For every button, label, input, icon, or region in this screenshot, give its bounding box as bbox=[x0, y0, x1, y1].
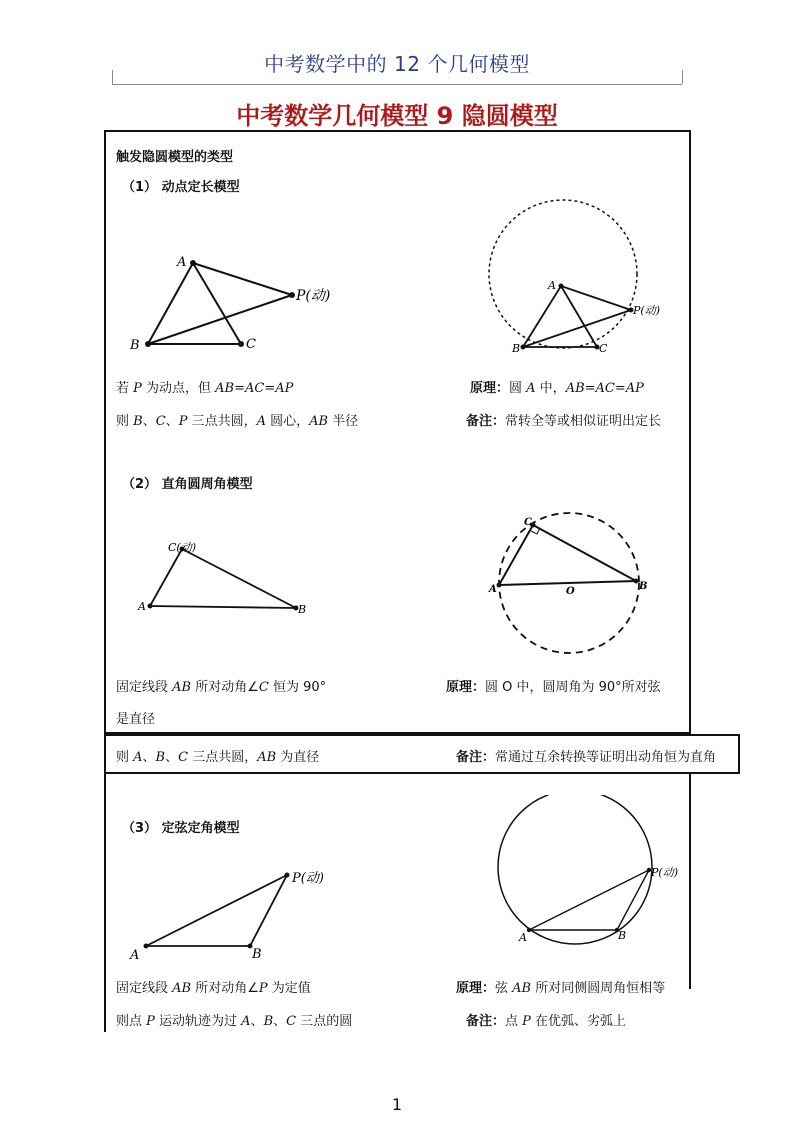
section3-left-figure bbox=[122, 860, 342, 965]
label-P: P(动) bbox=[296, 288, 331, 304]
section1-note: 备注：常转全等或相似证明出定长 bbox=[466, 414, 662, 429]
label-B: B bbox=[618, 929, 627, 942]
page-number: 1 bbox=[391, 1095, 403, 1114]
section1-heading: （1） 动点定长模型 bbox=[122, 180, 240, 195]
page-title: 中考数学几何模型 9 隐圆模型 bbox=[236, 102, 558, 130]
section2-left-figure bbox=[130, 535, 320, 625]
header-tick-left bbox=[112, 70, 113, 84]
section3-note: 备注：点 P 在优弧、劣弧上 bbox=[466, 1014, 627, 1029]
section2-principle-continued: 是直径 bbox=[116, 712, 156, 727]
label-P: P(动) bbox=[292, 871, 324, 886]
label-P: P(动) bbox=[651, 866, 678, 879]
intro-text: 触发隐圆模型的类型 bbox=[116, 150, 234, 165]
frame-left-line bbox=[104, 774, 106, 1032]
label-B: B bbox=[298, 603, 307, 616]
section2-condition: 固定线段 AB 所对动角∠C 恒为 90° bbox=[116, 680, 327, 695]
label-A: A bbox=[138, 600, 146, 613]
section3-right-figure bbox=[495, 795, 695, 955]
section1-condition: 若 P 为动点，但 AB=AC=AP bbox=[116, 381, 294, 396]
section1-principle: 原理：圆 A 中，AB=AC=AP bbox=[470, 381, 644, 396]
section1-left-figure bbox=[120, 250, 350, 360]
header-tick-right bbox=[682, 70, 683, 84]
document-header: 中考数学中的 12 个几何模型 bbox=[264, 52, 530, 76]
section1-right-figure bbox=[485, 192, 675, 367]
label-A: A bbox=[489, 584, 497, 595]
section2-note: 备注：常通过互余转换等证明出动角恒为直角 bbox=[456, 750, 717, 765]
section3-conclusion: 则点 P 运动轨迹为过 A、B、C 三点的圆 bbox=[116, 1014, 353, 1029]
section2-principle: 原理：圆 O 中，圆周角为 90°所对弦 bbox=[446, 680, 661, 695]
section3-principle: 原理：弦 AB 所对同侧圆周角恒相等 bbox=[456, 981, 666, 996]
label-O: O bbox=[566, 586, 575, 597]
label-A: A bbox=[548, 279, 556, 292]
label-C: C(动) bbox=[168, 541, 196, 554]
header-rule bbox=[112, 84, 682, 85]
section2-right-figure bbox=[480, 505, 660, 665]
section2-heading: （2） 直角圆周角模型 bbox=[122, 477, 253, 492]
section3-heading: （3） 定弦定角模型 bbox=[122, 821, 240, 836]
label-A: A bbox=[130, 948, 140, 963]
label-B: B bbox=[512, 342, 521, 355]
label-A: A bbox=[519, 931, 527, 944]
label-B: B bbox=[252, 947, 262, 962]
label-B: B bbox=[130, 338, 140, 353]
label-A: A bbox=[177, 255, 187, 270]
label-P: P(动) bbox=[633, 304, 660, 317]
section2-conclusion: 则 A、B、C 三点共圆，AB 为直径 bbox=[116, 750, 320, 765]
section3-condition: 固定线段 AB 所对动角∠P 为定值 bbox=[116, 981, 311, 996]
section1-conclusion: 则 B、C、P 三点共圆，A 圆心，AB 半径 bbox=[116, 414, 359, 429]
label-C: C bbox=[524, 517, 532, 528]
label-C: C bbox=[599, 342, 608, 355]
label-C: C bbox=[246, 337, 256, 352]
label-B: B bbox=[639, 581, 648, 592]
